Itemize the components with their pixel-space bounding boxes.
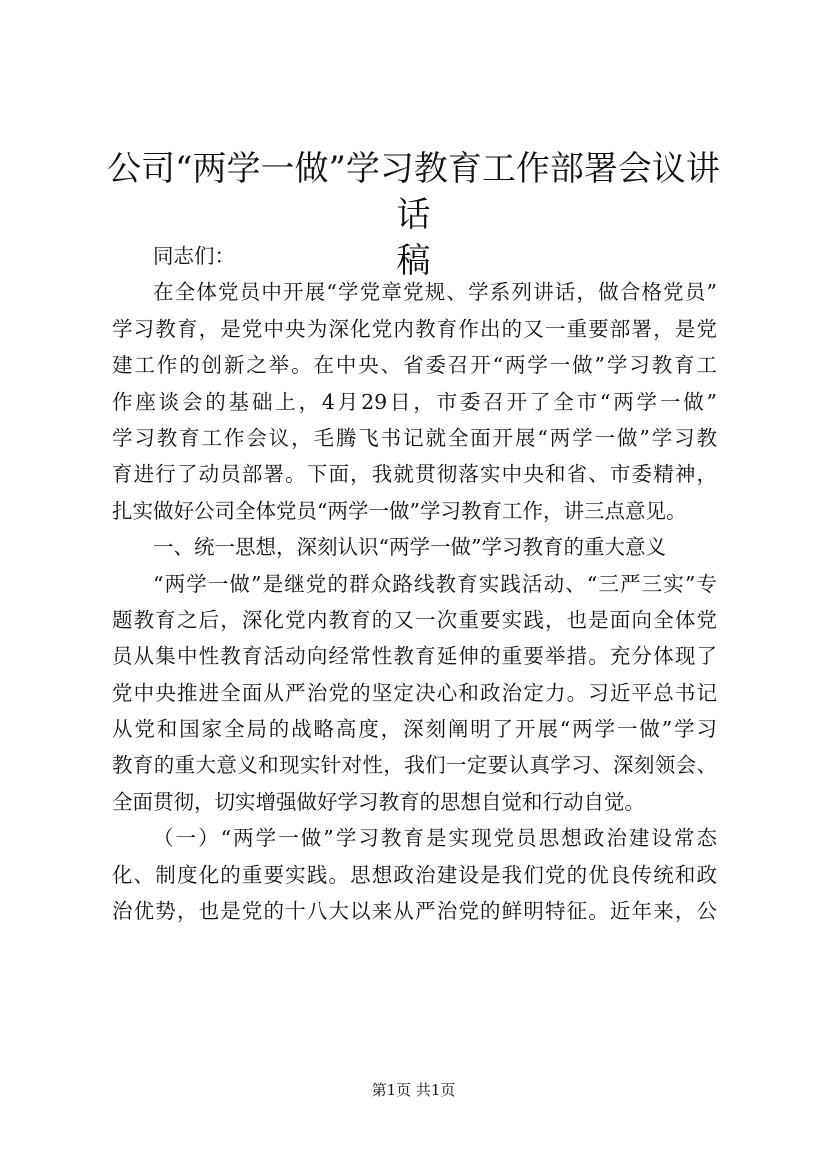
body-line: 一、统一思想，深刻认识“两学一做”学习教育的重大意义 (153, 535, 666, 560)
body-line: 治优势，也是党的十八大以来从严治党的鲜明特征。近年来，公 (112, 899, 717, 924)
body-line: 育进行了动员部署。下面，我就贯彻落实中央和省、市委精神， (112, 462, 717, 487)
body-line: 扎实做好公司全体党员“两学一做”学习教育工作，讲三点意见。 (112, 498, 687, 523)
body-line: 在全体党员中开展“学党章党规、学系列讲话，做合格党员” (153, 280, 717, 305)
title-line-1: 公司“两学一做”学习教育工作部署会议讲话 (107, 149, 720, 235)
body-line: 学习教育工作会议，毛腾飞书记就全面开展“两学一做”学习教 (112, 425, 717, 450)
body-line: 从党和国家全局的战略高度，深刻阐明了开展“两学一做”学习 (112, 717, 717, 742)
body-line: 员从集中性教育活动向经常性教育延伸的重要举措。充分体现了 (112, 644, 717, 669)
body-line: 作座谈会的基础上，4月29日，市委召开了全市“两学一做” (112, 389, 717, 414)
body-line: “两学一做”是继党的群众路线教育实践活动、“三严三实”专 (153, 571, 717, 596)
body-line: 建工作的创新之举。在中央、省委召开“两学一做”学习教育工 (112, 353, 717, 378)
body-line: 学习教育，是党中央为深化党内教育作出的又一重要部署，是党 (112, 316, 717, 341)
body-line: 题教育之后，深化党内教育的又一次重要实践，也是面向全体党 (112, 607, 717, 632)
page-footer: 第1页 共1页 (371, 1081, 456, 1099)
document-body (112, 238, 717, 929)
body-line: 同志们： (153, 244, 235, 268)
body-line: （一）“两学一做”学习教育是实现党员思想政治建设常态 (153, 826, 717, 851)
body-line: 化、制度化的重要实践。思想政治建设是我们党的优良传统和政 (112, 862, 717, 887)
body-line: 教育的重大意义和现实针对性，我们一定要认真学习、深刻领会、 (112, 753, 717, 778)
body-line: 全面贯彻，切实增强做好学习教育的思想自觉和行动自觉。 (112, 789, 645, 814)
body-line: 党中央推进全面从严治党的坚定决心和政治定力。习近平总书记 (112, 680, 717, 705)
title-line-2: 稿 (396, 241, 431, 281)
